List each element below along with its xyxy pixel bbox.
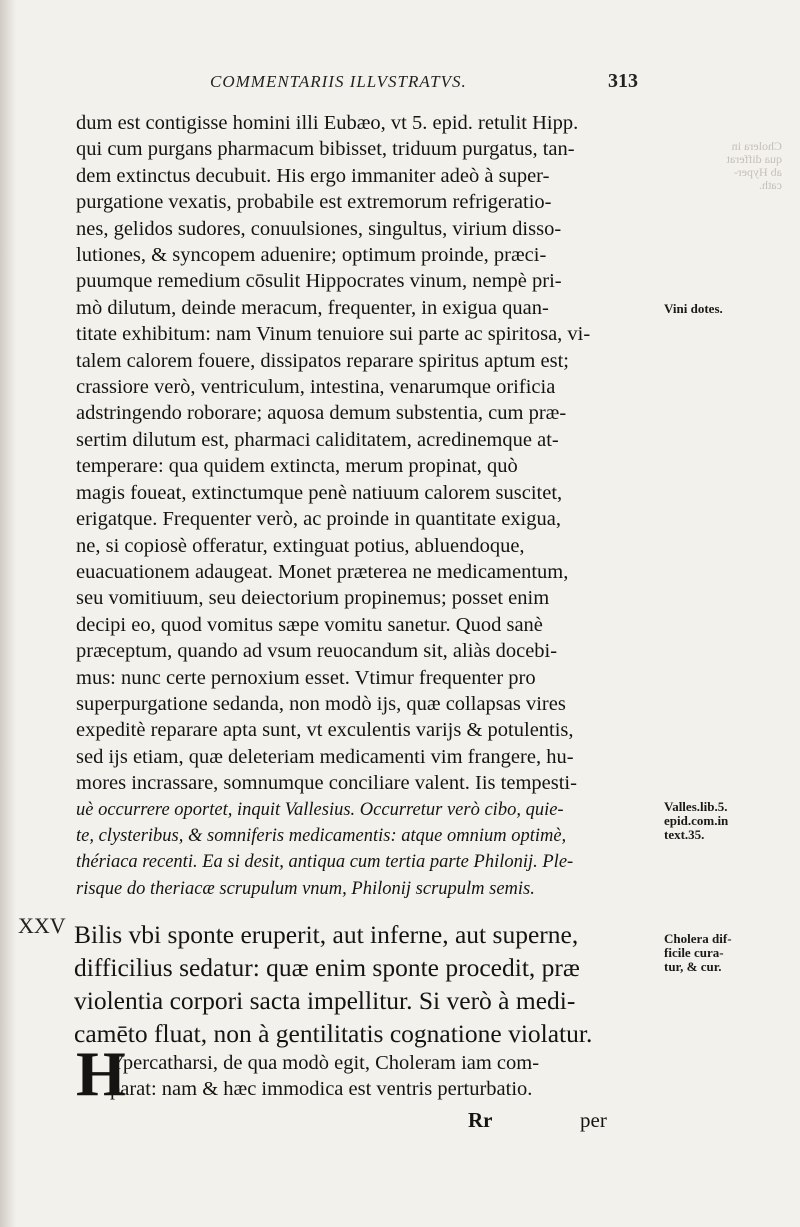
commentary-line: Ypercatharsi, de qua modò egit, Choleram iam com-	[110, 1052, 540, 1074]
italic-quote-line: te, clysteribus, & somniferis medicamentis: atque omnium optimè,	[76, 825, 567, 846]
margin-note-line: ficile cura-	[664, 945, 724, 960]
main-text-block	[76, 110, 656, 902]
italic-quote-line: thériaca recenti. Ea si desit, antiqua cum tertia parte Philonij. Ple-	[76, 852, 574, 873]
text-line: ne, si copiosè offeratur, extinguat potius, abluendoque,	[76, 534, 525, 557]
text-line: lutiones, & syncopem aduenire; optimum proinde, præci-	[76, 244, 547, 267]
margin-note-line: tur, & cur.	[664, 959, 722, 974]
text-line: superpurgatione sedanda, non modò ijs, quæ collapsas vires	[76, 692, 566, 715]
text-line: mores incrassare, somnumque conciliare valent. Iis tempesti-	[76, 772, 577, 795]
margin-note-line: Cholera dif-	[664, 931, 732, 946]
text-line: sertim dilutum est, pharmaci caliditatem, acredinemque at-	[76, 428, 559, 451]
margin-note-vini	[664, 302, 723, 316]
running-head: COMMENTARIIS ILLVSTRATVS.	[210, 72, 467, 91]
section-number: XXV	[18, 913, 66, 938]
aphorism-text	[74, 918, 654, 1050]
text-line: dum est contigisse homini illi Eubæo, vt 5. epid. retulit Hipp.	[76, 112, 579, 134]
text-line: purgatione vexatis, probabile est extremorum refrigeratio-	[76, 191, 552, 214]
margin-note-line: epid.com.in	[664, 813, 729, 828]
text-line: titate exhibitum: nam Vinum tenuiore sui parte ac spiritosa, vi-	[76, 323, 591, 346]
text-line: erigatque. Frequenter verò, ac proinde in quantitate exigua,	[76, 508, 561, 531]
aphorism-line: difficilius sedatur: quæ enim sponte procedit, præ	[74, 953, 580, 982]
text-line: magis foueat, extinctumque penè natiuum calorem suscitet,	[76, 481, 563, 504]
text-line: mò dilutum, deinde meracum, frequenter, in exigua quan-	[76, 296, 549, 319]
text-line: mus: nunc certe pernoxium esset. Vtimur frequenter pro	[76, 666, 536, 689]
italic-quote-line: uè occurrere oportet, inquit Vallesius. Occurretur verò cibo, quie-	[76, 799, 564, 820]
text-line: seu vomitiuum, seu deiectorium propinemus; posset enim	[76, 587, 550, 610]
text-line: expeditè reparare apta sunt, vt exculentis varijs & potulentis,	[76, 719, 574, 742]
italic-quote-line: risque do theriacæ scrupulum vnum, Philonij scrupulm semis.	[76, 878, 535, 899]
show-through-line: Cholera in	[731, 139, 782, 153]
text-line: sed ijs etiam, quæ deleteriam medicamenti vim frangere, hu-	[76, 745, 574, 768]
commentary-paragraph	[76, 1038, 656, 1109]
text-line: temperare: qua quidem extincta, merum propinat, quò	[76, 455, 518, 478]
show-through-text	[672, 140, 782, 192]
show-through-line: cath.	[759, 178, 782, 192]
margin-note-line: Vini dotes.	[664, 301, 723, 316]
aphorism-line: violentia corpori sacta impellitur. Si verò à medi-	[74, 986, 576, 1015]
page-number: 313	[608, 70, 638, 92]
text-line: præceptum, quando ad vsum reuocandum sit, aliàs docebi-	[76, 640, 558, 663]
drop-cap-initial: H	[76, 1038, 126, 1109]
margin-note-line: Valles.lib.5.	[664, 799, 728, 814]
commentary-line: parat: nam & hæc immodica est ventris perturbatio.	[110, 1078, 533, 1100]
show-through-line: qua differat	[726, 152, 782, 166]
margin-note-line: text.35.	[664, 827, 705, 842]
show-through-line: ab Hyper-	[733, 165, 782, 179]
text-line: talem calorem fouere, dissipatos reparare spiritus aptum est;	[76, 349, 569, 372]
signature-mark: Rr	[468, 1108, 493, 1132]
text-line: euacuationem adaugeat. Monet præterea ne medicamentum,	[76, 560, 569, 583]
text-line: puumque remedium cōsulit Hippocrates vinum, nempè pri-	[76, 270, 562, 293]
aphorism-line: camēto fluat, non à gentilitatis cognatione violatur.	[74, 1019, 593, 1048]
text-line: crassiore verò, ventriculum, intestina, venarumque orificia	[76, 376, 556, 399]
catchword: per	[580, 1108, 607, 1132]
aphorism-line: Bilis vbi sponte eruperit, aut inferne, aut superne,	[74, 920, 579, 949]
text-line: dem extinctus decubuit. His ergo immaniter adeò à super-	[76, 164, 550, 187]
page-edge-shadow	[0, 0, 16, 1227]
text-line: qui cum purgans pharmacum bibisset, triduum purgatus, tan-	[76, 138, 575, 161]
margin-note-cholera	[664, 932, 732, 974]
text-line: adstringendo roborare; aquosa demum substentia, cum præ-	[76, 402, 567, 425]
text-line: decipi eo, quod vomitus sæpe vomitu sanetur. Quod sanè	[76, 613, 543, 636]
margin-note-valles	[664, 800, 728, 842]
text-line: nes, gelidos sudores, conuulsiones, singultus, virium dissο-	[76, 217, 562, 240]
